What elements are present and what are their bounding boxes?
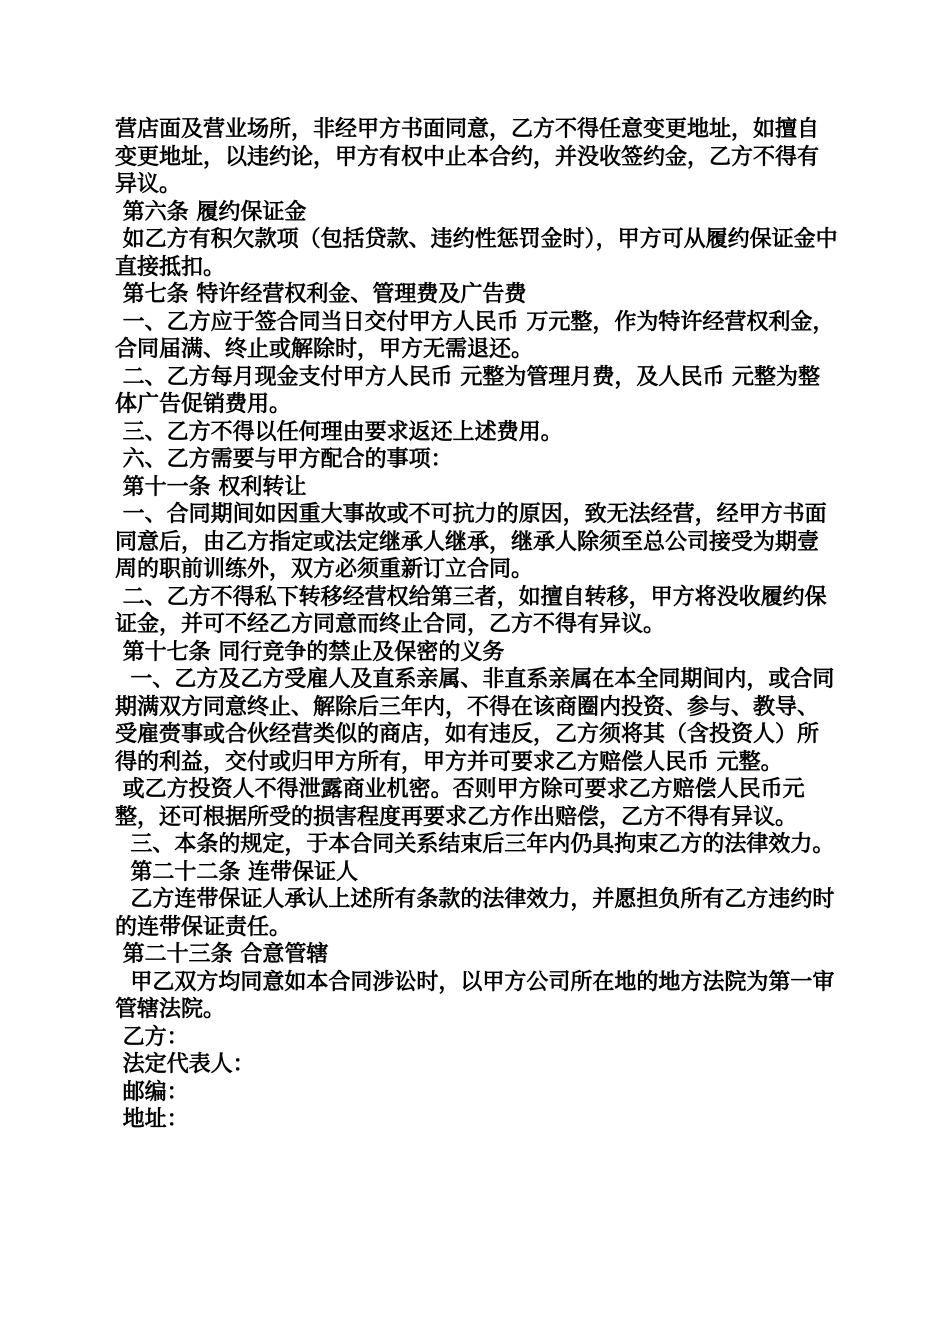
heading-article-7: 第七条 特许经营权利金、管理费及广告费 [115,282,527,307]
paragraph-management-fee: 二、乙方每月现金支付甲方人民币 元整为管理月费，及人民币 元整为整体广告促销费用。 [115,364,820,417]
heading-article-22: 第二十二条 连带保证人 [115,859,358,885]
paragraph-performance-deposit: 如乙方有积欠款项（包括贷款、违约性惩罚金时），甲方可从履约保证金中直接抵扣。 [115,227,838,280]
heading-article-17: 第十七条 同行竞争的禁止及保密的义务 [115,639,505,665]
paragraph-franchise-fee: 一、乙方应于签合同当日交付甲方人民币 万元整，作为特许经营权利金，合同届满、终止或解除时，甲方无需退还。 [115,309,835,362]
paragraph-non-compete: 一、乙方及乙方受雇人及直系亲属、非直系亲属在本全同期间内，或合同期满双方同意终止、解除后三年内，不得在该商圈内投资、参与、教导、受雇赍事或合伙经营类似的商店，如有违反，乙方须将其（含投资人）所得的利益，交付或归甲方所有，甲方并可要求乙方赔偿人民币 元整。 [115,667,835,775]
paragraph-post-term-binding: 三、本条的规定，于本合同关系结束后三年内仍具拘束乙方的法律效力。 [115,832,835,857]
signature-legal-representative: 法定代表人： [115,1052,255,1077]
document-body [115,116,840,1134]
signature-postcode: 邮编： [115,1079,189,1105]
heading-article-6: 第六条 履约保证金 [115,199,307,225]
paragraph-transfer-prohibited: 二、乙方不得私下转移经营权给第三者，如擅自转移，甲方将没收履约保证金，并可不经乙方同意而终止合同，乙方不得有异议。 [115,584,827,637]
paragraph-guarantor: 乙方连带保证人承认上述所有条款的法律效力，并愿担负所有乙方违约时的连带保证责任。 [115,887,835,940]
paragraph-confidentiality: 或乙方投资人不得泄露商业机密。否则甲方除可要求乙方赔偿人民币元整，还可根据所受的损害程度再要求乙方作出赔偿，乙方不得有异议。 [115,777,805,830]
heading-article-11: 第十一条 权利转让 [115,474,307,500]
paragraph-jurisdiction: 甲乙双方均同意如本合同涉讼时，以甲方公司所在地的地方法院为第一审管辖法院。 [115,969,835,1022]
paragraph-no-refund: 三、乙方不得以任何理由要求返还上述费用。 [115,419,563,445]
signature-address: 地址： [115,1107,189,1132]
heading-article-23: 第二十三条 合意管辖 [115,942,329,967]
signature-party-b: 乙方： [115,1024,189,1050]
paragraph-cooperation-items: 六、乙方需要与甲方配合的事项： [115,447,453,472]
paragraph-inheritance: 一、合同期间如因重大事故或不可抗力的原因，致无法经营，经甲方书面同意后，由乙方指定或法定继承人继承，继承人除须至总公司接受为期壹周的职前训练外，双方必须重新订立合同。 [115,502,827,582]
paragraph-store-location: 营店面及营业场所，非经甲方书面同意，乙方不得任意变更地址，如擅自变更地址，以违约论，甲方有权中止本合约，并没收签约金，乙方不得有异议。 [115,117,820,197]
